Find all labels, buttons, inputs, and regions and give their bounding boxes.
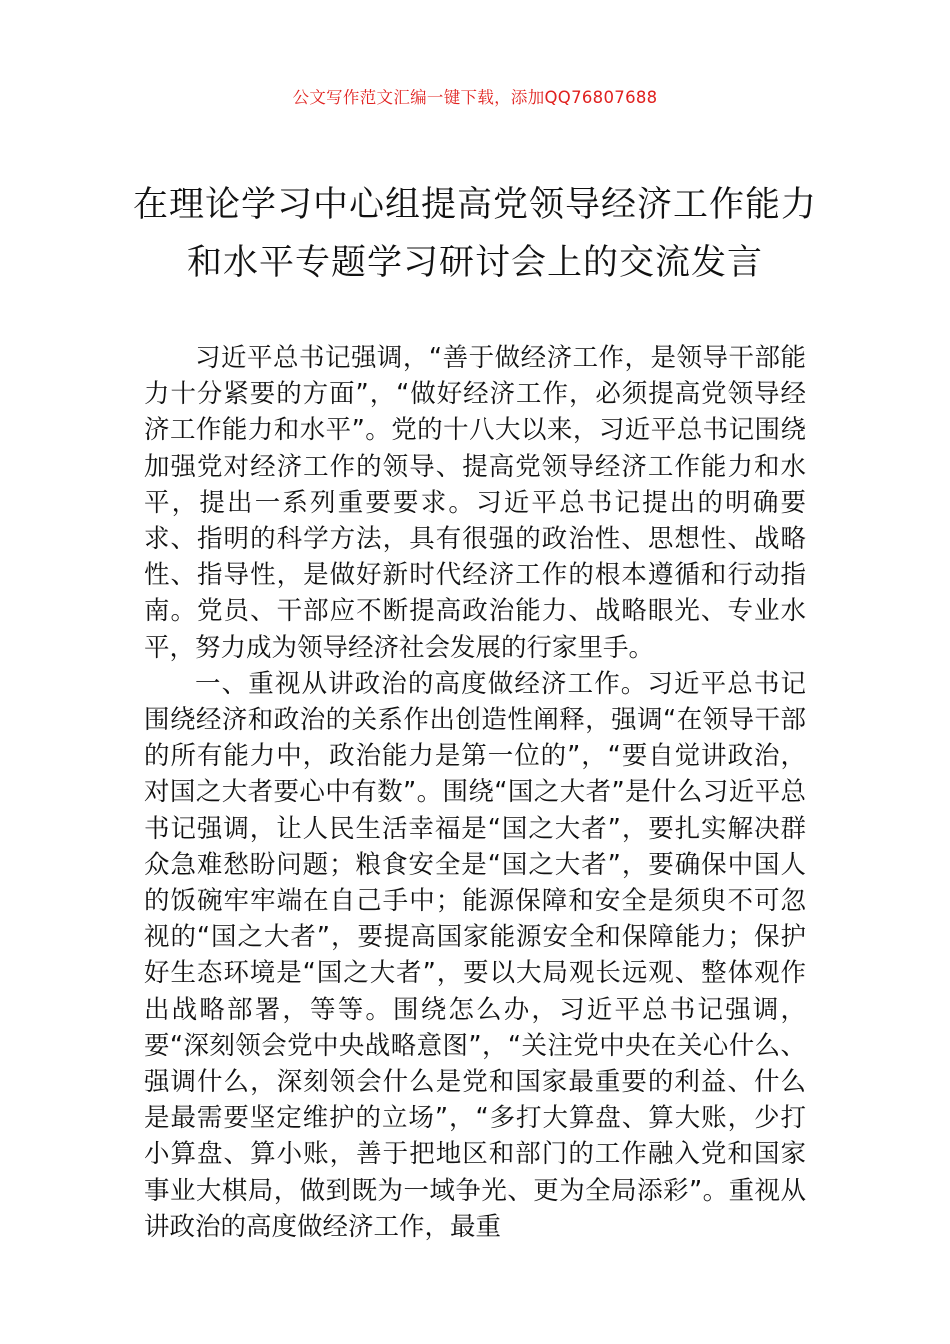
- document-title: 在理论学习中心组提高党领导经济工作能力和水平专题学习研讨会上的交流发言: [132, 185, 817, 283]
- download-notice: 公文写作范文汇编一键下载，添加QQ76807688: [292, 88, 658, 107]
- paragraph-section-one: 一、重视从讲政治的高度做经济工作。习近平总书记围绕经济和政治的关系作出创造性阐释，强调“在领导干部的所有能力中，政治能力是第一位的”，“要自觉讲政治，对国之大者要心中有数”。围绕“国之大者”是什么习近平总书记强调，让人民生活幸福是“国之大者”，要扎实解决群众急难愁盼问题；粮食安全是“国之大者”，要确保中国人的饭碗牢牢端在自己手中；能源保障和安全是须臾不可忽视的“国之大者”，要提高国家能源安全和保障能力；保护好生态环境是“国之大者”，要以大局观长远观、整体观作出战略部署，等等。围绕怎么办，习近平总书记强调，要“深刻领会党中央战略意图”，“关注党中央在关心什么、强调什么，深刻领会什么是党和国家最重要的利益、什么是最需要坚定维护的立场”，“多打大算盘、算大账，少打小算盘、算小账，善于把地区和部门的工作融入党和国家事业大棋局，做到既为一域争光、更为全局添彩”。重视从讲政治的高度做经济工作，最重: [144, 668, 806, 1242]
- document-body: [144, 340, 806, 1245]
- paragraph-intro: 习近平总书记强调，“善于做经济工作，是领导干部能力十分紧要的方面”，“做好经济工作，必须提高党领导经济工作能力和水平”。党的十八大以来，习近平总书记围绕加强党对经济工作的领导、提高党领导经济工作能力和水平，提出一系列重要要求。习近平总书记提出的明确要求、指明的科学方法，具有很强的政治性、思想性、战略性、指导性，是做好新时代经济工作的根本遵循和行动指南。党员、干部应不断提高政治能力、战略眼光、专业水平，努力成为领导经济社会发展的行家里手。: [144, 343, 806, 663]
